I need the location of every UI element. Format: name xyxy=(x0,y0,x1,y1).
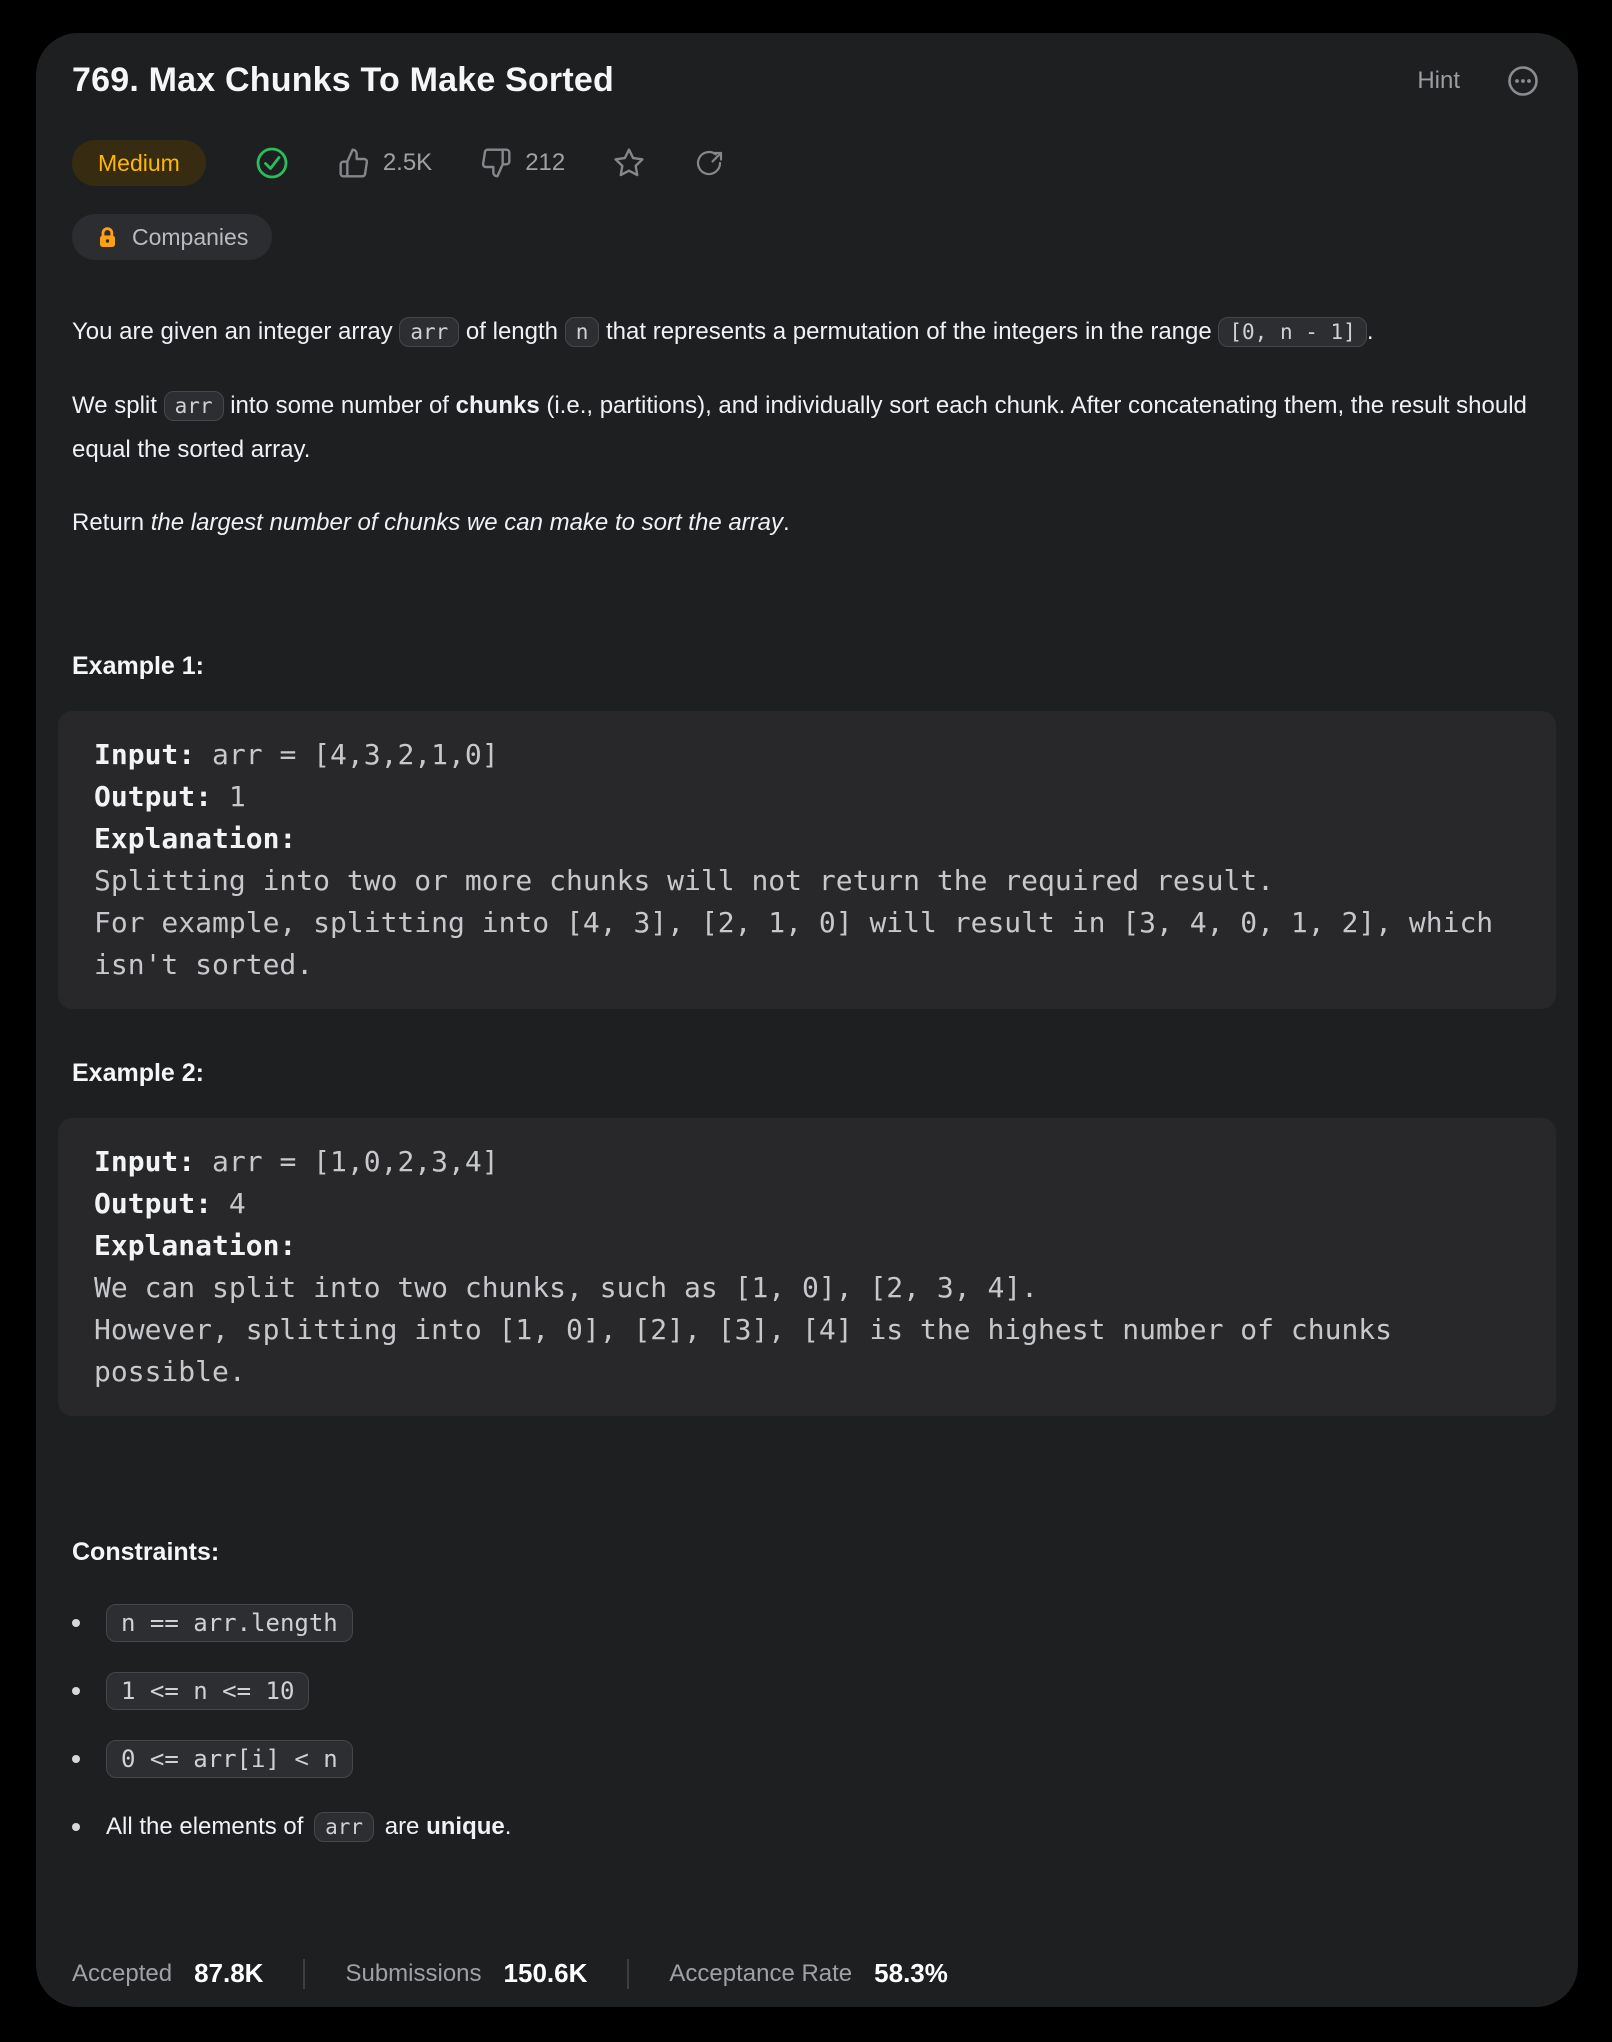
dislike-button[interactable] xyxy=(480,147,565,179)
inline-code-arr: arr xyxy=(314,1812,374,1842)
inline-code-n: n xyxy=(565,317,600,347)
submissions-value: 150.6K xyxy=(503,1958,588,1988)
example-explanation-label: Explanation: xyxy=(94,822,297,855)
constraint-item xyxy=(72,1737,1542,1781)
example-output-line: Output: 4 xyxy=(94,1187,246,1220)
constraint-item xyxy=(72,1601,1542,1645)
constraint-code: n == arr.length xyxy=(106,1604,353,1642)
thumbs-down-icon xyxy=(480,147,512,179)
example-explanation-text: We can split into two chunks, such as [1, 0], [2, 3, 4]. xyxy=(94,1271,1039,1304)
example-input-line: Input: arr = [1,0,2,3,4] xyxy=(94,1145,499,1178)
example-2-block xyxy=(58,1118,1556,1416)
acceptance-rate-value: 58.3% xyxy=(874,1958,948,1988)
companies-badge[interactable] xyxy=(72,214,272,260)
example-explanation-text: Splitting into two or more chunks will not return the required result. xyxy=(94,864,1275,897)
inline-code-arr: arr xyxy=(164,391,224,421)
hint-button[interactable]: Hint xyxy=(1417,66,1460,94)
example-explanation-text: For example, splitting into [4, 3], [2, 1, 0] will result in [3, 4, 0, 1, 2], which isn't sorted. xyxy=(94,906,1511,981)
example-explanation-text: However, splitting into [1, 0], [2], [3], [4] is the highest number of chunks possible. xyxy=(94,1313,1409,1388)
footer-divider xyxy=(627,1959,629,1989)
example-output-line: Output: 1 xyxy=(94,780,246,813)
difficulty-badge[interactable]: Medium xyxy=(72,140,206,186)
lock-icon xyxy=(96,226,119,249)
description-paragraph-2: We split arr into some number of chunks (i.e., partitions), and individually sort each chunk. After concatenating them, the result should equal the sorted array. xyxy=(72,392,1527,463)
page-title: 769. Max Chunks To Make Sorted xyxy=(72,61,614,99)
problem-description xyxy=(58,310,1556,544)
thumbs-up-icon xyxy=(338,147,370,179)
example-input-line: Input: arr = [4,3,2,1,0] xyxy=(94,738,499,771)
like-count: 2.5K xyxy=(382,149,433,176)
footer-stats xyxy=(72,1958,1556,1989)
description-paragraph-1: You are given an integer array arr of length n that represents a permutation of the integers in the range [0, n - 1] . xyxy=(72,318,1374,345)
description-paragraph-3: Return the largest number of chunks we can make to sort the array. xyxy=(72,509,790,536)
share-icon xyxy=(693,147,725,179)
favorite-button[interactable] xyxy=(613,147,645,179)
companies-label: Companies xyxy=(132,223,249,250)
star-icon xyxy=(613,147,645,179)
dislike-count: 212 xyxy=(525,149,566,176)
submissions-label: Submissions xyxy=(345,1959,482,1987)
accepted-value: 87.8K xyxy=(194,1958,264,1988)
inline-code-arr: arr xyxy=(399,317,459,347)
problem-card xyxy=(36,33,1578,2007)
example-2-heading: Example 2: xyxy=(72,1059,205,1087)
constraints-list xyxy=(58,1601,1556,1849)
header xyxy=(58,61,1556,100)
inline-code-range: [0, n - 1] xyxy=(1218,317,1366,347)
ellipsis-circle-icon xyxy=(1504,62,1542,100)
share-button[interactable] xyxy=(693,147,725,179)
companies-row xyxy=(58,214,1556,260)
like-button[interactable] xyxy=(338,147,432,179)
solved-check-icon xyxy=(254,145,290,181)
example-explanation-label: Explanation: xyxy=(94,1229,297,1262)
example-1-heading: Example 1: xyxy=(72,652,205,680)
constraint-item xyxy=(72,1669,1542,1713)
constraint-item: All the elements of arr are unique. xyxy=(72,1805,1542,1849)
more-options-button[interactable] xyxy=(1504,62,1542,100)
constraints-heading: Constraints: xyxy=(72,1538,220,1566)
badge-row xyxy=(58,140,1556,186)
constraint-code: 0 <= arr[i] < n xyxy=(106,1740,353,1778)
constraint-code: 1 <= n <= 10 xyxy=(106,1672,309,1710)
footer-divider xyxy=(303,1959,305,1989)
accepted-label: Accepted xyxy=(72,1959,173,1987)
acceptance-rate-label: Acceptance Rate xyxy=(669,1959,853,1987)
example-1-block xyxy=(58,711,1556,1009)
